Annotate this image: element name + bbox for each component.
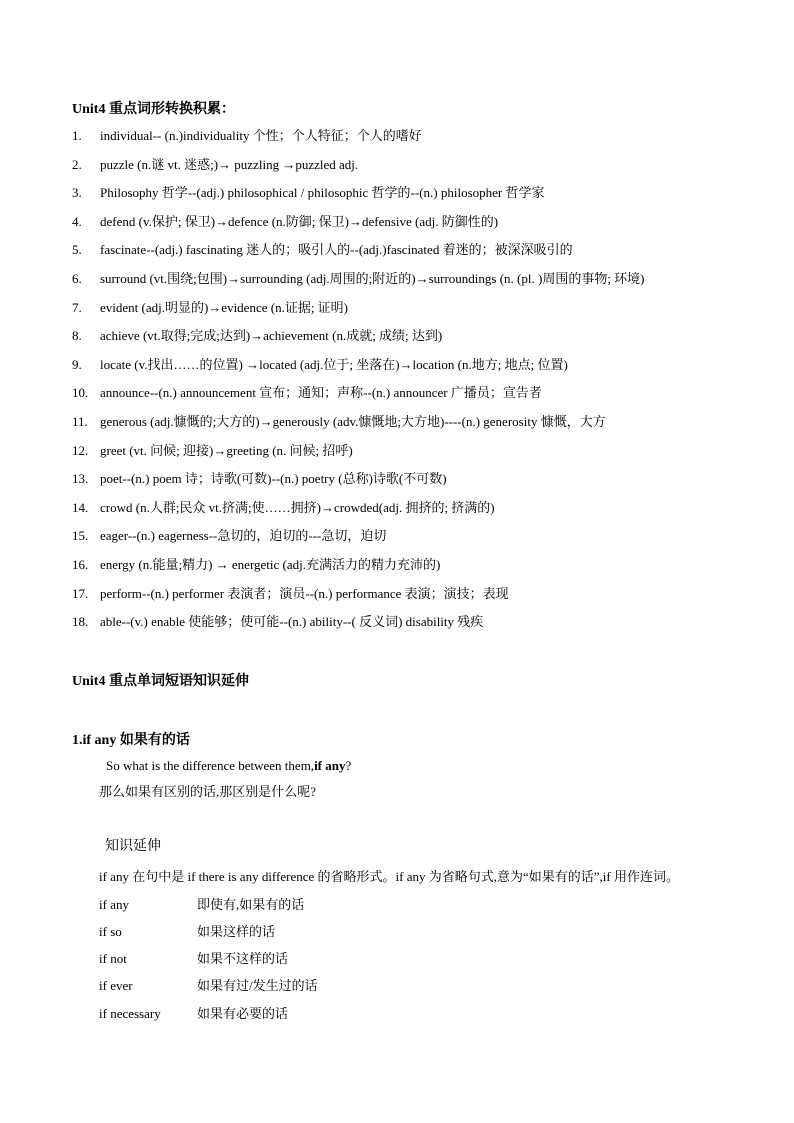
list-item: [72, 298, 645, 327]
list-item: [72, 183, 645, 212]
word-form-list: [72, 126, 645, 641]
phrase-en: if any: [99, 897, 129, 912]
item-text: surround (vt.围绕;包围)→surrounding (adj.周围的;附近的)→surroundings (n. (pl. )周围的事物; 环境): [100, 270, 645, 286]
item-number: 14.: [72, 499, 89, 515]
item-number: 16.: [72, 556, 89, 572]
phrase-row: [99, 949, 288, 969]
example-en-prefix: So what is the difference between them,: [106, 758, 315, 773]
phrase-en: if ever: [99, 978, 133, 993]
item-text: achieve (vt.取得;完成;达到)→achievement (n.成就; 成绩; 达到): [100, 328, 443, 344]
list-item: [72, 526, 645, 555]
example-en-suffix: ?: [345, 758, 352, 773]
item-text: crowd (n.人群;民众 vt.挤满;使……拥挤)→crowded(adj. 拥挤的; 挤满的): [100, 499, 495, 515]
item-text: Philosophy 哲学--(adj.) philosophical / philosophic 哲学的--(n.) philosopher 哲学家: [100, 185, 545, 201]
item-text: perform--(n.) performer 表演者；演员--(n.) performance 表演；演技；表现: [100, 585, 509, 601]
item-text: puzzle (n.谜 vt. 迷惑;)→ puzzling →puzzled adj.: [100, 156, 359, 172]
phrase-row: [99, 1004, 288, 1024]
example-sentence-en: [106, 756, 351, 776]
item-text: evident (adj.明显的)→evidence (n.证据; 证明): [100, 299, 349, 315]
list-item: [72, 469, 645, 498]
item-number: 18.: [72, 614, 89, 630]
item-number: 17.: [72, 585, 89, 601]
section-heading-phrase-extension: Unit4 重点单词短语知识延伸: [72, 674, 249, 689]
item-text: announce--(n.) announcement 宣布；通知；声称--(n.) announcer 广播员；宣告者: [100, 385, 542, 401]
phrase-row: [99, 895, 304, 915]
item-text: able--(v.) enable 使能够；使可能--(n.) ability--( 反义词) disability 残疾: [100, 614, 484, 630]
phrase-row: [99, 922, 275, 942]
list-item: [72, 555, 645, 584]
section-heading-word-forms: Unit4 重点词形转换积累：: [72, 102, 235, 117]
list-item: [72, 269, 645, 298]
item-text: poet--(n.) poem 诗；诗歌(可数)--(n.) poetry (总称)诗歌(不可数): [100, 471, 447, 487]
item-number: 5.: [72, 242, 82, 258]
list-item: [72, 441, 645, 470]
phrase-en: if not: [99, 951, 127, 966]
example-sentence-zh: 那么如果有区别的话,那区别是什么呢?: [99, 784, 317, 799]
item-text: generous (adj.慷慨的;大方的)→generously (adv.慷慨地;大方地)----(n.) generosity 慷慨，大方: [100, 413, 606, 429]
list-item: [72, 612, 645, 641]
phrase-zh: 如果不这样的话: [197, 951, 289, 966]
phrase-zh: 如果有必要的话: [197, 1006, 289, 1021]
example-en-bold: if any: [314, 758, 346, 773]
item-number: 3.: [72, 185, 82, 201]
phrase-row: [99, 976, 318, 996]
extension-text: if any 在句中是 if there is any difference 的省略形式。if any 为省略句式,意为“如果有的话”,if 用作连词。: [99, 869, 679, 884]
item-text: individual-- (n.)individuality 个性；个人特征；个人的嗜好: [100, 128, 422, 143]
list-item: [72, 212, 645, 241]
phrase-zh: 即使有,如果有的话: [197, 897, 305, 912]
item-text: fascinate--(adj.) fascinating 迷人的；吸引人的--(adj.)fascinated 着迷的；被深深吸引的: [100, 242, 573, 258]
item-number: 12.: [72, 442, 89, 458]
list-item: [72, 155, 645, 184]
item-number: 6.: [72, 270, 82, 286]
item-number: 11.: [72, 413, 88, 429]
list-item: [72, 383, 645, 412]
item-text: greet (vt. 问候; 迎接)→greeting (n. 问候; 招呼): [100, 442, 353, 458]
item-number: 1.: [72, 128, 82, 143]
item-number: 9.: [72, 356, 82, 372]
item-number: 13.: [72, 471, 89, 487]
phrase-en: if necessary: [99, 1006, 161, 1021]
item-text: eager--(n.) eagerness--急切的，迫切的---急切，迫切: [100, 528, 387, 544]
phrase-zh: 如果这样的话: [197, 924, 276, 939]
item-text: locate (v.找出……的位置) →located (adj.位于; 坐落在)→location (n.地方; 地点; 位置): [100, 356, 568, 372]
list-item: [72, 412, 645, 441]
extension-title: 知识延伸: [105, 839, 161, 854]
phrase-subheading: 1.if any 如果有的话: [72, 733, 190, 748]
list-item: [72, 240, 645, 269]
item-number: 2.: [72, 156, 82, 172]
item-number: 7.: [72, 299, 82, 315]
list-item: [72, 355, 645, 384]
phrase-en: if so: [99, 924, 122, 939]
list-item: [72, 584, 645, 613]
item-number: 4.: [72, 213, 82, 229]
item-text: defend (v.保护; 保卫)→defence (n.防御; 保卫)→defensive (adj. 防御性的): [100, 213, 499, 229]
item-number: 10.: [72, 385, 89, 401]
list-item: [72, 498, 645, 527]
item-number: 8.: [72, 328, 82, 344]
item-number: 15.: [72, 528, 89, 544]
item-text: energy (n.能量;精力) → energetic (adj.充满活力的精力充沛的): [100, 556, 441, 572]
phrase-zh: 如果有过/发生过的话: [197, 978, 318, 993]
list-item: [72, 326, 645, 355]
list-item: [72, 126, 645, 155]
